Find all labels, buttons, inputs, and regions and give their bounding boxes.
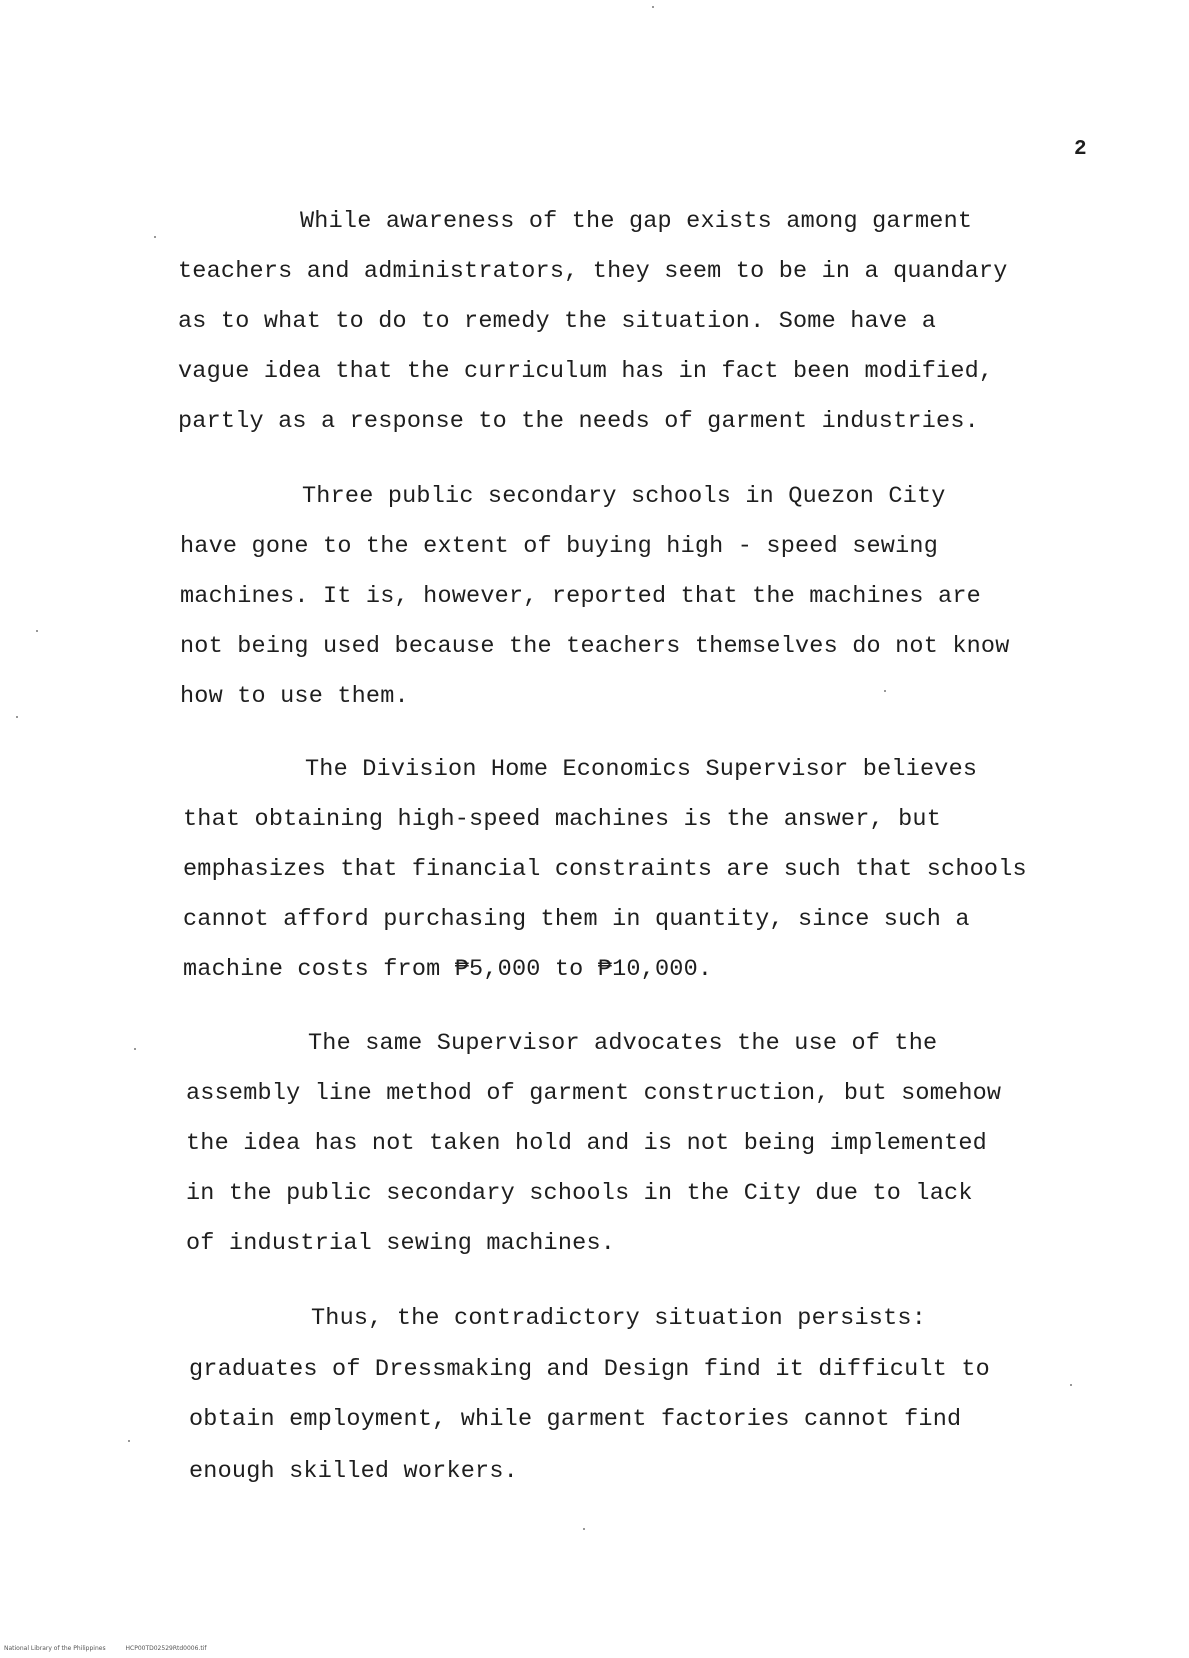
scan-speck bbox=[154, 236, 156, 238]
paragraph-3-line-1: The Division Home Economics Supervisor believes bbox=[305, 756, 978, 783]
paragraph-3-line-2: that obtaining high-speed machines is the answer, but bbox=[183, 806, 942, 833]
paragraph-2-line-3: machines. It is, however, reported that the machines are bbox=[180, 583, 981, 610]
scan-speck bbox=[134, 1048, 136, 1050]
page-number: 2 bbox=[1074, 138, 1087, 161]
paragraph-2-line-4: not being used because the teachers themselves do not know bbox=[180, 633, 1010, 660]
paragraph-3-line-4: cannot afford purchasing them in quantity, since such a bbox=[183, 906, 970, 933]
paragraph-4-line-3: the idea has not taken hold and is not being implemented bbox=[186, 1130, 987, 1157]
paragraph-4-line-4: in the public secondary schools in the City due to lack bbox=[186, 1180, 973, 1207]
paragraph-4-line-1: The same Supervisor advocates the use of the bbox=[308, 1030, 938, 1057]
paragraph-1-line-1: While awareness of the gap exists among garment bbox=[300, 208, 973, 235]
paragraph-2-line-5: how to use them. bbox=[180, 683, 409, 710]
paragraph-3-line-5: machine costs from ₱5,000 to ₱10,000. bbox=[183, 956, 713, 983]
scan-speck bbox=[583, 1528, 585, 1530]
scan-speck bbox=[128, 1440, 130, 1442]
scan-speck bbox=[884, 690, 886, 692]
paragraph-5-line-2: graduates of Dressmaking and Design find it difficult to bbox=[189, 1356, 990, 1383]
paragraph-5-line-4: enough skilled workers. bbox=[189, 1458, 518, 1485]
scan-footer bbox=[4, 1645, 224, 1652]
paragraph-5-line-1: Thus, the contradictory situation persists: bbox=[311, 1305, 926, 1332]
paragraph-3-line-3: emphasizes that financial constraints are such that schools bbox=[183, 856, 1027, 883]
footer-file-id: HCP00TD02529Rtd0006.tif bbox=[125, 1645, 207, 1652]
paragraph-5-line-3: obtain employment, while garment factories cannot find bbox=[189, 1406, 962, 1433]
paragraph-1-line-2: teachers and administrators, they seem to be in a quandary bbox=[178, 258, 1008, 285]
paragraph-2-line-2: have gone to the extent of buying high - speed sewing bbox=[180, 533, 939, 560]
paragraph-1-line-5: partly as a response to the needs of garment industries. bbox=[178, 408, 979, 435]
paragraph-4-line-2: assembly line method of garment construction, but somehow bbox=[186, 1080, 1002, 1107]
paragraph-4-line-5: of industrial sewing machines. bbox=[186, 1230, 616, 1257]
paragraph-1-line-3: as to what to do to remedy the situation. Some have a bbox=[178, 308, 937, 335]
scan-speck bbox=[1070, 1384, 1072, 1386]
paragraph-2-line-1: Three public secondary schools in Quezon City bbox=[302, 483, 946, 510]
footer-library: National Library of the Philippines bbox=[4, 1645, 106, 1652]
scan-speck bbox=[36, 630, 38, 632]
paragraph-1-line-4: vague idea that the curriculum has in fact been modified, bbox=[178, 358, 994, 385]
scan-speck bbox=[16, 716, 18, 718]
scan-speck bbox=[652, 6, 654, 8]
